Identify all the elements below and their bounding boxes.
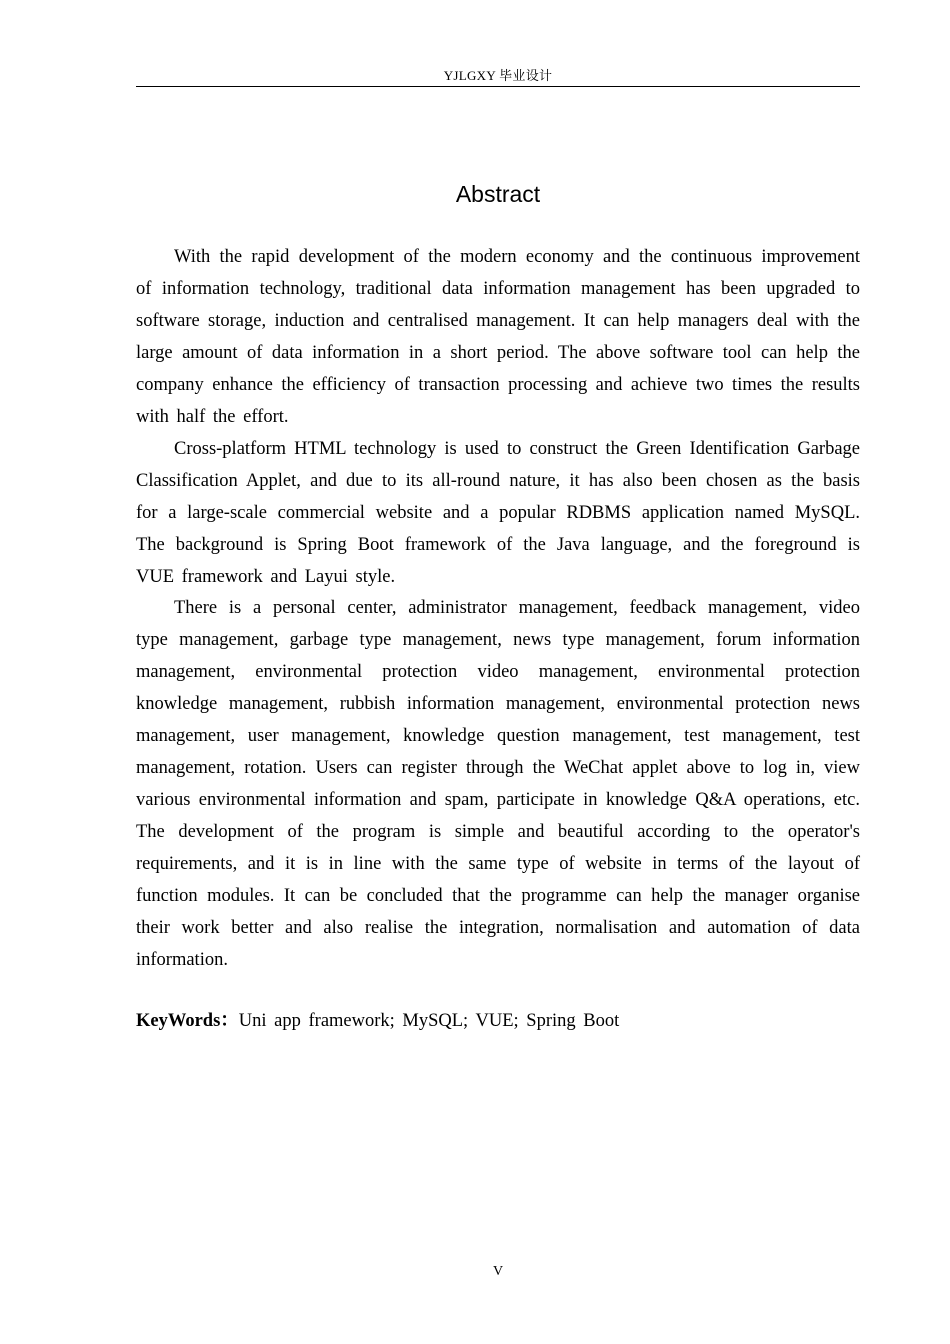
keywords-label: KeyWords： [136,1011,239,1031]
keywords-text: Uni app framework; MySQL; VUE; Spring Boot [238,1011,620,1031]
page-header: YJLGXY 毕业设计 [136,66,860,87]
abstract-paragraph-2: Cross-platform HTML technology is used to construct the Green Identification Garbage Classification Applet, and due to its all-round nature, it has also been chosen as the basis for a large-scale commercial website and a popular RDBMS application named MySQL. The background is Spring Boot framework of the Java language, and the foreground is VUE framework and Layui style. [136,438,860,587]
abstract-paragraph-3: There is a personal center, administrator management, feedback management, video type management, garbage type management, news type management, forum information management, environmental protection video management, environmental protection knowledge management, rubbish information management, environmental protection news management, user management, knowledge question management, test management, test management, rotation. Users can register through the WeChat applet above to log in, view various environmental information and spam, participate in knowledge Q&A operations, etc. The development of the program is simple and beautiful according to the operator's requirements, and it is in line with the same type of website in terms of the layout of function modules. It can be concluded that the programme can help the manager organise their work better and also realise the integration, normalisation and automation of data information. [136,598,860,970]
page-number: V [492,1264,504,1279]
abstract-paragraph-1: With the rapid development of the modern economy and the continuous improvement of information technology, traditional data information management has been upgraded to software storage, induction and centralised management. It can help managers deal with the large amount of data information in a short period. The above software tool can help the company enhance the efficiency of transaction processing and achieve two times the results with half the effort. [136,247,860,427]
keywords-line [136,1005,860,1037]
page-title: Abstract [455,181,541,207]
abstract-body [136,242,860,977]
